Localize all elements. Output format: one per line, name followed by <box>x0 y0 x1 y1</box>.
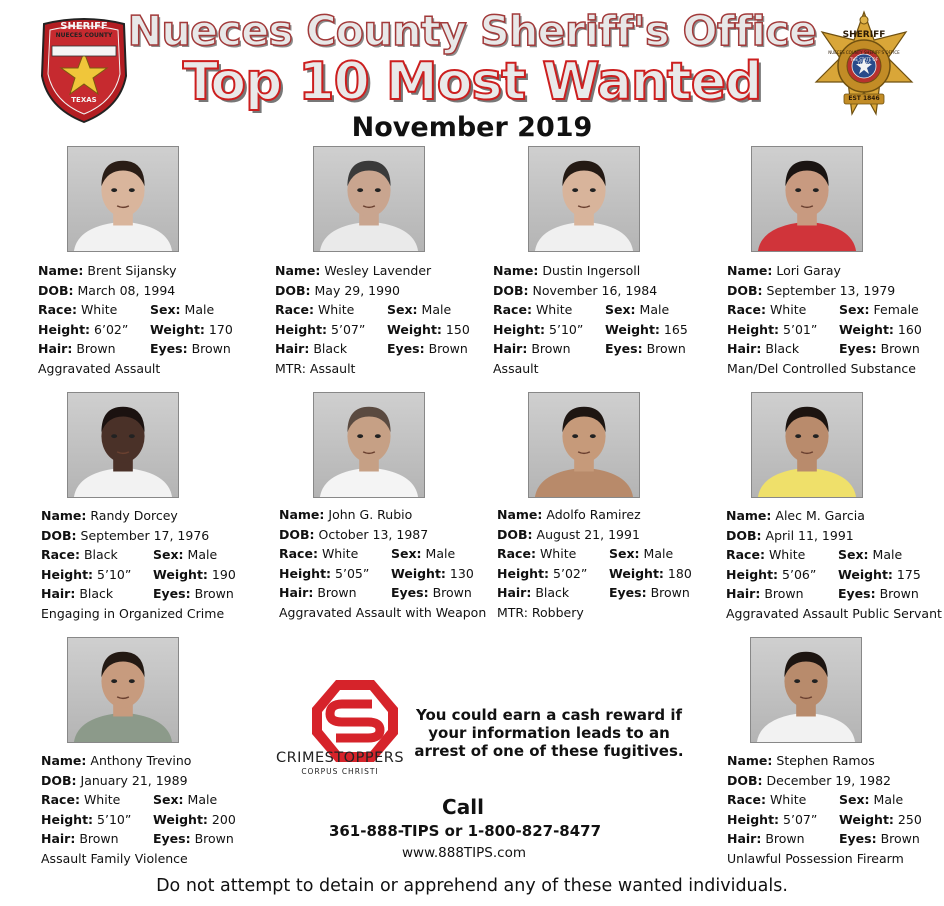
person-weight: 150 <box>445 321 470 337</box>
height-label: Height: <box>275 321 328 337</box>
person-race: White <box>317 302 355 317</box>
page-title: Nueces County Sheriff's Office <box>127 7 817 55</box>
race-label: Race: <box>727 302 766 317</box>
reward-message <box>408 706 690 760</box>
dob-label: DOB: <box>275 282 311 298</box>
right-badge-ring-text: NUECES COUNTY SHERIFF'S OFFICE <box>828 50 900 55</box>
height-label: Height: <box>726 566 779 582</box>
person-height: 5’05” <box>335 565 370 581</box>
left-badge-top-text: SHERIFF <box>60 21 108 32</box>
person-eyes: Brown <box>650 585 690 600</box>
person-name: John G. Rubio <box>328 507 413 522</box>
dob-row <box>727 771 937 791</box>
wanted-person-info <box>38 261 248 378</box>
sex-label: Sex: <box>153 792 184 807</box>
person-charge: Assault <box>493 360 539 376</box>
person-race: White <box>321 546 359 561</box>
name-label: Name: <box>38 263 84 278</box>
person-sex: Male <box>872 547 903 562</box>
dob-row <box>275 281 485 301</box>
race-sex-row <box>497 544 707 564</box>
race-label: Race: <box>275 302 314 317</box>
person-name: Lori Garay <box>776 263 841 278</box>
sex-label: Sex: <box>153 547 184 562</box>
call-label: Call <box>442 795 484 819</box>
person-name: Dustin Ingersoll <box>542 263 641 278</box>
person-height: 5’06” <box>782 566 817 582</box>
person-charge: MTR: Assault <box>275 360 356 376</box>
sheriff-star-icon <box>814 10 914 126</box>
sex-label: Sex: <box>839 302 870 317</box>
race-label: Race: <box>41 547 80 562</box>
height-weight-row <box>275 320 485 340</box>
dob-row <box>279 525 489 545</box>
hair-eyes-row <box>41 584 251 604</box>
name-row <box>727 261 937 281</box>
person-eyes: Brown <box>194 831 234 846</box>
name-row <box>497 505 707 525</box>
name-label: Name: <box>279 507 325 522</box>
hair-label: Hair: <box>41 586 76 601</box>
height-weight-row <box>726 565 936 585</box>
person-height: 5’01” <box>783 321 818 337</box>
dob-row <box>727 281 937 301</box>
person-sex: Male <box>187 547 218 562</box>
height-label: Height: <box>41 811 94 827</box>
charge-row <box>279 603 489 623</box>
eyes-label: Eyes: <box>838 586 876 601</box>
right-badge-center-text: THE STATE OF TEXAS <box>849 57 879 66</box>
person-race: White <box>539 546 577 561</box>
race-label: Race: <box>38 302 77 317</box>
person-race: White <box>80 302 118 317</box>
person-weight: 190 <box>211 566 236 582</box>
person-name: Alec M. Garcia <box>775 508 865 523</box>
name-row <box>38 261 248 281</box>
person-dob: September 13, 1979 <box>766 282 896 298</box>
person-charge: Unlawful Possession Firearm <box>727 850 904 866</box>
hair-eyes-row <box>497 583 707 603</box>
eyes-label: Eyes: <box>387 341 425 356</box>
sex-label: Sex: <box>387 302 418 317</box>
person-hair: Brown <box>76 341 116 356</box>
dob-label: DOB: <box>726 527 762 543</box>
person-sex: Male <box>425 546 456 561</box>
person-height: 5’07” <box>783 811 818 827</box>
person-name: Stephen Ramos <box>776 753 875 768</box>
wanted-person-info <box>727 261 937 378</box>
race-label: Race: <box>41 792 80 807</box>
wanted-person-info <box>493 261 703 378</box>
person-height: 5’02” <box>553 565 588 581</box>
hair-label: Hair: <box>38 341 73 356</box>
disclaimer: Do not attempt to detain or apprehend any of these wanted individuals. <box>156 876 788 896</box>
person-hair: Black <box>313 341 348 356</box>
person-silhouette-icon <box>529 393 639 497</box>
weight-label: Weight: <box>391 565 446 581</box>
mugshot-photo <box>313 146 425 252</box>
name-row <box>727 751 937 771</box>
name-label: Name: <box>727 753 773 768</box>
person-eyes: Brown <box>428 341 468 356</box>
mugshot-photo <box>528 146 640 252</box>
race-sex-row <box>726 545 936 565</box>
person-dob: September 17, 1976 <box>80 527 210 543</box>
person-silhouette-icon <box>314 393 424 497</box>
eyes-label: Eyes: <box>153 586 191 601</box>
dob-label: DOB: <box>41 527 77 543</box>
height-label: Height: <box>727 321 780 337</box>
wanted-person-info <box>275 261 485 378</box>
person-eyes: Brown <box>432 585 472 600</box>
person-hair: Brown <box>764 586 804 601</box>
height-weight-row <box>41 810 251 830</box>
dob-row <box>41 526 251 546</box>
height-label: Height: <box>493 321 546 337</box>
hair-eyes-row <box>493 339 703 359</box>
charge-row <box>727 849 937 869</box>
hair-label: Hair: <box>497 585 532 600</box>
height-label: Height: <box>279 565 332 581</box>
eyes-label: Eyes: <box>153 831 191 846</box>
name-row <box>726 506 936 526</box>
person-name: Wesley Lavender <box>324 263 432 278</box>
person-dob: May 29, 1990 <box>314 282 400 298</box>
eyes-label: Eyes: <box>605 341 643 356</box>
person-dob: January 21, 1989 <box>80 772 188 788</box>
hair-eyes-row <box>727 829 937 849</box>
person-weight: 170 <box>208 321 233 337</box>
person-charge: Engaging in Organized Crime <box>41 605 225 621</box>
person-race: White <box>83 792 121 807</box>
person-dob: December 19, 1982 <box>766 772 891 788</box>
right-badge-bottom-text: EST 1846 <box>848 95 880 102</box>
name-label: Name: <box>727 263 773 278</box>
person-hair: Black <box>535 585 570 600</box>
sheriff-star-logo <box>814 10 914 126</box>
person-dob: October 13, 1987 <box>318 526 429 542</box>
charge-row <box>726 604 942 624</box>
person-eyes: Brown <box>880 341 920 356</box>
tip-phone-numbers: 361-888-TIPS or 1-800-827-8477 <box>328 822 602 840</box>
race-sex-row <box>275 300 485 320</box>
hair-eyes-row <box>38 339 248 359</box>
name-label: Name: <box>41 753 87 768</box>
hair-label: Hair: <box>727 831 762 846</box>
eyes-label: Eyes: <box>150 341 188 356</box>
person-hair: Black <box>79 586 114 601</box>
race-label: Race: <box>497 546 536 561</box>
person-name: Adolfo Ramirez <box>546 507 641 522</box>
charge-row <box>275 359 485 379</box>
dob-row <box>497 525 707 545</box>
person-sex: Female <box>873 302 919 317</box>
hair-label: Hair: <box>279 585 314 600</box>
mugshot-photo <box>67 146 179 252</box>
mugshot-photo <box>67 392 179 498</box>
wanted-person-info <box>279 505 489 622</box>
dob-row <box>41 771 251 791</box>
sex-label: Sex: <box>605 302 636 317</box>
person-silhouette-icon <box>68 638 178 742</box>
weight-label: Weight: <box>839 811 894 827</box>
charge-row <box>38 359 248 379</box>
name-label: Name: <box>41 508 87 523</box>
height-weight-row <box>493 320 703 340</box>
person-name: Randy Dorcey <box>90 508 178 523</box>
person-weight: 200 <box>211 811 236 827</box>
reward-line-3: arrest of one of these fugitives. <box>414 742 684 760</box>
height-weight-row <box>727 320 937 340</box>
person-race: White <box>769 792 807 807</box>
charge-row <box>41 849 251 869</box>
weight-label: Weight: <box>150 321 205 337</box>
person-silhouette-icon <box>752 147 862 251</box>
charge-row <box>497 603 707 623</box>
eyes-label: Eyes: <box>609 585 647 600</box>
reward-line-1: You could earn a cash reward if <box>415 706 683 724</box>
person-hair: Brown <box>317 585 357 600</box>
person-charge: MTR: Robbery <box>497 604 584 620</box>
race-sex-row <box>727 300 937 320</box>
eyes-label: Eyes: <box>839 341 877 356</box>
eyes-label: Eyes: <box>839 831 877 846</box>
weight-label: Weight: <box>387 321 442 337</box>
person-race: White <box>535 302 573 317</box>
person-weight: 130 <box>449 565 474 581</box>
dob-label: DOB: <box>493 282 529 298</box>
height-weight-row <box>279 564 489 584</box>
person-dob: November 16, 1984 <box>532 282 658 298</box>
hair-eyes-row <box>726 584 936 604</box>
name-label: Name: <box>493 263 539 278</box>
race-sex-row <box>493 300 703 320</box>
name-row <box>275 261 485 281</box>
race-label: Race: <box>726 547 765 562</box>
person-sex: Male <box>187 792 218 807</box>
dob-label: DOB: <box>727 772 763 788</box>
mugshot-photo <box>751 392 863 498</box>
name-row <box>493 261 703 281</box>
charge-row <box>493 359 703 379</box>
charge-row <box>41 604 251 624</box>
wanted-person-info <box>41 506 251 623</box>
race-label: Race: <box>493 302 532 317</box>
dob-row <box>493 281 703 301</box>
person-weight: 165 <box>663 321 688 337</box>
person-weight: 175 <box>896 566 921 582</box>
left-badge-bottom-text: TEXAS <box>71 96 97 104</box>
person-sex: Male <box>873 792 904 807</box>
person-charge: Assault Family Violence <box>41 850 188 866</box>
height-label: Height: <box>41 566 94 582</box>
person-race: White <box>768 547 806 562</box>
weight-label: Weight: <box>609 565 664 581</box>
left-badge-ribbon-text: NUECES COUNTY <box>55 32 113 39</box>
person-weight: 250 <box>897 811 922 827</box>
hair-label: Hair: <box>41 831 76 846</box>
race-sex-row <box>41 790 251 810</box>
height-weight-row <box>41 565 251 585</box>
name-row <box>279 505 489 525</box>
tip-website-link[interactable]: www.888TIPS.com <box>401 845 526 861</box>
hair-label: Hair: <box>726 586 761 601</box>
sex-label: Sex: <box>839 792 870 807</box>
person-charge: Man/Del Controlled Substance <box>727 360 916 376</box>
hair-label: Hair: <box>727 341 762 356</box>
person-charge: Aggravated Assault <box>38 360 161 376</box>
person-silhouette-icon <box>751 638 861 742</box>
wanted-person-info <box>726 506 942 623</box>
hair-label: Hair: <box>275 341 310 356</box>
mugshot-photo <box>313 392 425 498</box>
person-sex: Male <box>639 302 670 317</box>
crimestoppers-subtitle: CORPUS CHRISTI <box>301 767 379 776</box>
dob-label: DOB: <box>279 526 315 542</box>
person-sex: Male <box>643 546 674 561</box>
person-charge: Aggravated Assault Public Servant <box>726 605 942 621</box>
person-weight: 160 <box>897 321 922 337</box>
height-weight-row <box>727 810 937 830</box>
weight-label: Weight: <box>605 321 660 337</box>
person-dob: March 08, 1994 <box>77 282 176 298</box>
person-silhouette-icon <box>68 147 178 251</box>
person-silhouette-icon <box>68 393 178 497</box>
person-height: 5’10” <box>549 321 584 337</box>
person-race: Black <box>83 547 118 562</box>
dob-label: DOB: <box>497 526 533 542</box>
mugshot-photo <box>528 392 640 498</box>
name-label: Name: <box>726 508 772 523</box>
dob-label: DOB: <box>38 282 74 298</box>
person-dob: August 21, 1991 <box>536 526 640 542</box>
person-sex: Male <box>421 302 452 317</box>
person-eyes: Brown <box>191 341 231 356</box>
person-height: 6’02” <box>94 321 129 337</box>
name-label: Name: <box>275 263 321 278</box>
person-silhouette-icon <box>529 147 639 251</box>
person-height: 5’10” <box>97 811 132 827</box>
sex-label: Sex: <box>609 546 640 561</box>
charge-row <box>727 359 937 379</box>
person-eyes: Brown <box>646 341 686 356</box>
race-label: Race: <box>727 792 766 807</box>
dob-row <box>38 281 248 301</box>
person-name: Anthony Trevino <box>90 753 192 768</box>
person-hair: Brown <box>765 831 805 846</box>
dob-label: DOB: <box>727 282 763 298</box>
name-row <box>41 506 251 526</box>
race-sex-row <box>279 544 489 564</box>
mugshot-photo <box>67 637 179 743</box>
sex-label: Sex: <box>391 546 422 561</box>
race-sex-row <box>41 545 251 565</box>
hair-eyes-row <box>727 339 937 359</box>
wanted-person-info <box>727 751 937 868</box>
hair-eyes-row <box>279 583 489 603</box>
height-label: Height: <box>727 811 780 827</box>
person-height: 5’07” <box>331 321 366 337</box>
right-badge-top-text: SHERIFF <box>842 30 886 40</box>
height-weight-row <box>497 564 707 584</box>
person-eyes: Brown <box>880 831 920 846</box>
person-height: 5’10” <box>97 566 132 582</box>
person-race: White <box>769 302 807 317</box>
mugshot-photo <box>751 146 863 252</box>
crimestoppers-name: CRIMESTOPPERS <box>275 750 405 766</box>
page-date: November 2019 <box>351 112 593 143</box>
wanted-person-info <box>497 505 707 622</box>
name-row <box>41 751 251 771</box>
person-weight: 180 <box>667 565 692 581</box>
mugshot-photo <box>750 637 862 743</box>
height-label: Height: <box>38 321 91 337</box>
height-weight-row <box>38 320 248 340</box>
weight-label: Weight: <box>153 811 208 827</box>
race-label: Race: <box>279 546 318 561</box>
person-name: Brent Sijansky <box>87 263 177 278</box>
reward-line-2: your information leads to an <box>428 724 670 742</box>
person-eyes: Brown <box>879 586 919 601</box>
height-label: Height: <box>497 565 550 581</box>
person-charge: Aggravated Assault with Weapon <box>279 604 487 620</box>
sex-label: Sex: <box>150 302 181 317</box>
person-hair: Brown <box>79 831 119 846</box>
race-sex-row <box>727 790 937 810</box>
person-dob: April 11, 1991 <box>765 527 854 543</box>
person-silhouette-icon <box>314 147 424 251</box>
person-sex: Male <box>184 302 215 317</box>
hair-eyes-row <box>41 829 251 849</box>
weight-label: Weight: <box>839 321 894 337</box>
page-headline: Top 10 Most Wanted <box>182 52 762 112</box>
race-sex-row <box>38 300 248 320</box>
weight-label: Weight: <box>838 566 893 582</box>
person-silhouette-icon <box>752 393 862 497</box>
name-label: Name: <box>497 507 543 522</box>
dob-label: DOB: <box>41 772 77 788</box>
wanted-person-info <box>41 751 251 868</box>
eyes-label: Eyes: <box>391 585 429 600</box>
hair-eyes-row <box>275 339 485 359</box>
hair-label: Hair: <box>493 341 528 356</box>
person-eyes: Brown <box>194 586 234 601</box>
dob-row <box>726 526 936 546</box>
person-hair: Black <box>765 341 800 356</box>
person-hair: Brown <box>531 341 571 356</box>
sex-label: Sex: <box>838 547 869 562</box>
weight-label: Weight: <box>153 566 208 582</box>
